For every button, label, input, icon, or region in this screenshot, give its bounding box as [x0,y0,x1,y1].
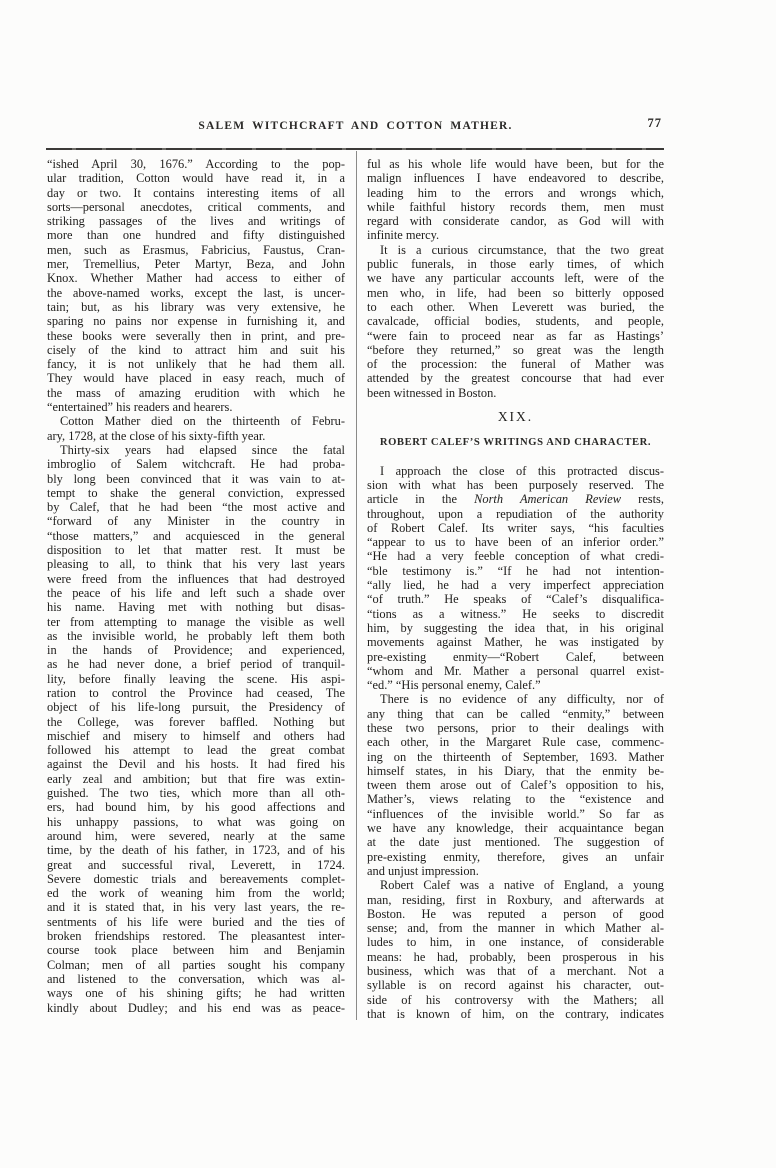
text-line [367,329,664,343]
text-line [367,549,664,563]
text-run: “ally lied, he had a very imperfect appreciation [367,578,664,593]
text-run: ed the work of weaning him from the world; [47,886,345,901]
section-title [367,436,664,450]
text-line [367,721,664,735]
text-run: ludes to him, in one instance, of considerable [367,935,664,950]
text-run: I approach the close of this protracted discus- [380,463,664,478]
text-line [367,578,664,592]
text-run: men, such as Erasmus, Fabricius, Faustus, Cran- [47,242,345,257]
text-run: kindly about Dudley; and his end was as peace- [47,1000,345,1015]
text-line [47,557,345,571]
text-run: article in the [367,492,475,507]
text-run: attended by the greatest concourse that had ever [367,371,664,386]
text-run: great and successful rival, Leverett, in 1724. [47,857,345,872]
text-run: side of his controversy with the Mathers; all [367,992,664,1007]
text-run: we have any knowledge, their acquaintance began [367,821,664,836]
text-run: regard with considerate candor, as God will with [367,214,664,229]
text-line [367,864,664,878]
text-run: “entertained” his readers and hearers. [47,400,233,415]
text-run: the peace of his life and left such a shade over [47,585,345,600]
text-run: these books were severally then in print, and pre- [47,328,345,343]
text-line [47,600,345,614]
text-run: in the hands of Providence; and experienced, [47,643,345,658]
page-header [47,116,664,140]
text-run: Boston. He was reputed a person of good [367,906,664,921]
text-line [367,607,664,621]
text-run: leading him to the errors and wrongs which, [367,185,664,200]
text-line [367,835,664,849]
text-run: more than one hundred and fifty distinguished [47,228,345,243]
text-line [47,872,345,886]
text-line [367,821,664,835]
text-line [367,935,664,949]
text-line [47,657,345,671]
text-run: disposition to let that matter rest. It must be [47,543,345,558]
text-run: malign influences I have endeavored to describe, [367,171,664,186]
text-run: “ble testimony is.” “If he had not intention- [367,563,664,578]
text-run: “influences of the invisible world.” So far as [367,806,664,821]
text-run: Severe domestic trials and bereavements complet- [47,871,345,886]
text-line [367,878,664,892]
text-run: ular tradition, Cotton would have read it, in a [47,171,345,186]
text-run: Knox. Whether Mather had access to either of [47,271,345,286]
text-run: fancy, it is not unlikely that he had them all. [47,357,345,372]
text-run: of the procession: the funeral of Mather was [367,357,664,372]
text-run: throughout, upon a repudiation of the authority [367,506,664,521]
text-line [367,535,664,549]
text-run: sense; and, from the manner in which Mather al- [367,921,664,936]
text-run: “were fain to proceed near as far as Hastings’ [367,328,664,343]
text-run: lity, before finally leaving the scene. His aspi- [47,671,345,686]
text-run: It is a curious circumstance, that the two great [380,242,664,257]
text-line [367,750,664,764]
text-line [367,286,664,300]
text-line [47,886,345,900]
text-run: and it is stated that, in his very last years, the re- [47,900,345,915]
right-column [367,157,664,1021]
text-line [47,572,345,586]
text-line [47,400,345,414]
text-run: and unjust impression. [367,863,479,878]
text-run: “tions as a witness.” He seeks to discredit [367,606,664,621]
text-run: the above-named works, except the last, is uncer- [47,285,345,300]
text-run: mer, Tremellius, Peter Martyr, Beza, and John [47,257,345,272]
text-line [47,672,345,686]
text-line [47,500,345,514]
text-line [367,357,664,371]
text-line [367,521,664,535]
text-run: infinite mercy. [367,228,440,243]
text-run: himself states, in his Diary, that the enmity be- [367,763,664,778]
text-line [367,592,664,606]
text-run: mischief and misery to himself and others had [47,728,345,743]
text-run: Colman; men of all parties sought his company [47,957,345,972]
text-line [47,429,345,443]
text-line [47,629,345,643]
text-line [47,715,345,729]
text-line [367,964,664,978]
text-line [367,492,664,506]
text-line [367,564,664,578]
text-run: sion with what has been purposely reserved. The [367,477,664,492]
text-line [367,707,664,721]
text-line [47,329,345,343]
text-run: ways one of his shining gifts; he had written [47,986,345,1001]
text-line [47,472,345,486]
text-line [367,386,664,400]
text-line [47,357,345,371]
text-line [47,157,345,171]
text-run: that is known of him, on the contrary, indicates [367,1006,664,1021]
text-line [47,729,345,743]
text-run: ration to control the Province had ceased, The [47,685,345,700]
text-line [47,915,345,929]
text-line [47,800,345,814]
text-run: ROBERT CALEF’S WRITINGS AND CHARACTER. [379,437,652,449]
text-line [47,214,345,228]
text-run: any thing that can be called “enmity,” between [367,706,664,721]
text-run: ers, had bound him, by his good affections and [47,800,345,815]
text-line [367,343,664,357]
text-line [367,243,664,257]
text-run: early zeal and ambition; but that fire was extin- [47,771,345,786]
text-run: There is no evidence of any difficulty, nor of [380,692,664,707]
text-run: time, by the death of his father, in 1723, and of his [47,843,345,858]
text-line [367,314,664,328]
text-run: “before they returned,” so great was the length [367,342,664,357]
text-line [47,300,345,314]
text-run: ter from attempting to manage the visible as well [47,614,345,629]
left-column [47,157,345,1015]
text-line [367,807,664,821]
text-run: sparing no pains nor expense in furnishing it, and [47,314,345,329]
text-line [47,757,345,771]
header-rule [46,148,664,150]
text-line [367,692,664,706]
text-run: as the invisible world, he probably left them both [47,628,345,643]
text-line [367,778,664,792]
text-run: bly long been convinced that it was vain to at- [47,471,345,486]
text-run: They would have placed in easy reach, much of [47,371,345,386]
text-run: guished. The two ties, which more than all oth- [47,786,345,801]
text-run: imbroglio of Salem witchcraft. He had proba- [47,457,345,472]
text-run: ful as his whole life would have been, but for the [367,157,664,171]
text-run: business, which was that of a merchant. Not a [367,964,664,979]
text-line [367,478,664,492]
text-line [47,257,345,271]
text-line [47,615,345,629]
text-run: Mather’s, views relating to the “existence and [367,792,664,807]
text-run: day or two. It contains interesting items of all [47,185,345,200]
text-line [47,243,345,257]
running-head: SALEM WITCHCRAFT AND COTTON MATHER. [198,120,513,132]
text-run: tween them arose out of Calef’s opposition to his, [367,778,664,793]
text-line [367,371,664,385]
text-run: while faithful history records them, men must [367,199,664,214]
text-line [367,907,664,921]
text-line [367,764,664,778]
text-run: course took place between him and Benjamin [47,943,345,958]
text-line [367,921,664,935]
text-run: public funerals, in those early times, of which [367,257,664,272]
text-run: object of his life-long pursuit, the Presidency of [47,700,345,715]
text-run: movements against Mather, he was instigated by [367,635,664,650]
text-line [47,829,345,843]
text-line [47,786,345,800]
text-run: Robert Calef was a native of England, a young [380,878,664,893]
text-line [47,943,345,957]
text-line [47,271,345,285]
text-line [47,586,345,600]
text-line [367,507,664,521]
text-run: syllable is on record against his character, out- [367,978,664,993]
text-run: pre-existing enmity—“Robert Calef, between [367,649,664,664]
text-line [47,972,345,986]
text-run: cisely of the kind to attract him and suit his [47,342,345,357]
text-run: of Robert Calef. Its writer says, “his faculties [367,520,664,535]
section-number [367,410,664,424]
text-run: ing on the thirteenth of September, 1693. Mather [367,749,664,764]
text-line [47,929,345,943]
text-line [367,735,664,749]
text-run: “He had a very feeble conception of what credi- [367,549,664,564]
text-line [367,300,664,314]
text-line [47,958,345,972]
text-run: to each other. When Leverett was buried, the [367,299,664,314]
text-line [367,850,664,864]
text-run: each other, in the Margaret Rule case, commenc- [367,735,664,750]
text-run: against the Devil and his hosts. It had fired his [47,757,345,772]
text-run: his unhappy passions, to what was going on [47,814,345,829]
text-line [47,286,345,300]
text-line [47,543,345,557]
text-line [47,443,345,457]
text-run: been witnessed in Boston. [367,385,497,400]
text-run: as he had never done, a brief period of tranquil- [47,657,345,672]
text-line [367,186,664,200]
text-run: ary, 1728, at the close of his sixty-fifth year. [47,428,266,443]
text-line [47,200,345,214]
text-run: followed his attempt to lead the great combat [47,743,345,758]
text-run: pre-existing enmity, therefore, gives an unfair [367,849,664,864]
text-line [47,186,345,200]
text-run: the College, was forever baffled. Nothing but [47,714,345,729]
text-run: XIX. [497,409,534,425]
text-line [367,257,664,271]
text-line [367,157,664,171]
text-line [47,643,345,657]
text-run: were freed from the influences that had destroyed [47,571,345,586]
text-line [47,228,345,242]
text-line [367,200,664,214]
text-run: his name. Having met with nothing but disas- [47,600,345,615]
text-run: we have any particular accounts left, were of the [367,271,664,286]
text-line [367,978,664,992]
text-run: “whom and Mr. Mather a personal quarrel exist- [367,663,664,678]
text-line [47,386,345,400]
text-line [47,529,345,543]
text-run: “forward of any Minister in the country in [47,514,345,529]
text-run: sentments of his life were buried and the ties of [47,914,345,929]
text-line [47,700,345,714]
text-line [367,621,664,635]
text-run: pleasing to all, to think that his very last years [47,557,345,572]
text-line [47,686,345,700]
text-run: at the date just mentioned. The suggestion of [367,835,664,850]
text-line [367,171,664,185]
text-line [47,414,345,428]
text-line [367,792,664,806]
text-line [367,650,664,664]
text-line [367,678,664,692]
text-line [367,950,664,964]
text-line [47,314,345,328]
text-run: men who, in life, had been so bitterly opposed [367,285,664,300]
text-line [47,858,345,872]
text-line [47,171,345,185]
text-run: striking passages of the lives and writings of [47,214,345,229]
text-line [367,271,664,285]
text-run: Cotton Mather died on the thirteenth of Febru- [60,414,345,429]
text-run: broken friendships restored. The pleasantest inter- [47,929,345,944]
text-line [47,772,345,786]
text-line [47,815,345,829]
text-line [47,843,345,857]
text-run: man, residing, first in Roxbury, and afterwards at [367,892,664,907]
text-line [47,457,345,471]
text-line [47,486,345,500]
text-run: “ed.” “His personal enemy, Calef.” [367,678,541,693]
text-line [47,343,345,357]
text-line [47,986,345,1000]
text-run: cavalcade, official bodies, students, and people, [367,314,664,329]
italic-text: North American Review [474,492,622,507]
text-run: “of truth.” He speaks of “Calef’s disqualifica- [367,592,664,607]
text-line [47,371,345,385]
text-run: means: he had, probably, been prosperous in his [367,949,664,964]
text-run: sorts—personal anecdotes, critical comments, and [47,199,345,214]
text-run: him, by suggesting the idea that, in his original [367,620,664,635]
text-run: “appear to us to have been of an inferior order.” [367,535,664,550]
text-line [367,635,664,649]
text-run: around him, were severed, nearly at the same [47,828,345,843]
text-run: rests, [621,492,664,507]
text-line [367,214,664,228]
text-run: Thirty-six years had elapsed since the fatal [60,442,345,457]
text-run: by Calef, that he had been “the most active and [47,500,345,515]
text-line [47,1001,345,1015]
column-divider [356,151,357,1020]
text-run: tempt to shake the general conviction, expressed [47,485,345,500]
text-run: tain; but, as his library was very extensive, he [47,299,345,314]
text-line [367,228,664,242]
text-line [367,664,664,678]
text-run: “ished April 30, 1676.” According to the pop- [47,157,345,171]
text-line [367,993,664,1007]
text-line [47,743,345,757]
text-run: the mass of amazing erudition with which he [47,385,345,400]
text-line [367,893,664,907]
text-run: and listened to the conversation, which was al- [47,971,345,986]
text-run: these two persons, prior to their dealings with [367,720,664,735]
text-line [47,514,345,528]
text-run: “those matters,” and acquiesced in the general [47,528,345,543]
page-number: 77 [647,116,662,130]
text-line [367,464,664,478]
text-line [47,900,345,914]
text-line [367,1007,664,1021]
